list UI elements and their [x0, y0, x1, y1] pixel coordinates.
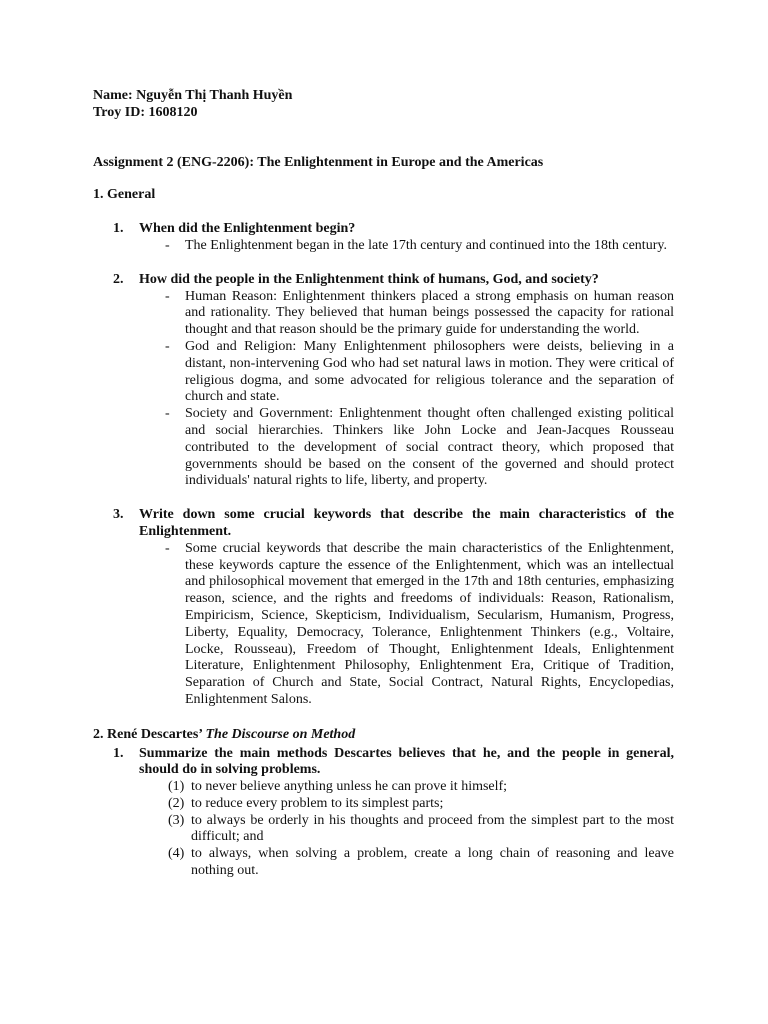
question-text: Summarize the main methods Descartes believes that he, and the people in general, should do in solving problems.	[139, 745, 674, 778]
answer-item	[165, 541, 674, 709]
method-step	[168, 813, 674, 847]
troy-id: Troy ID: 1608120	[93, 104, 198, 120]
step-number: (1)	[168, 779, 185, 795]
book-title: The Discourse on Method	[205, 726, 356, 742]
assignment-title: Assignment 2 (ENG-2206): The Enlightenment in Europe and the Americas	[93, 154, 544, 170]
answer-text: The Enlightenment began in the late 17th century and continued into the 18th century.	[185, 237, 667, 253]
question-text: Write down some crucial keywords that describe the main characteristics of the Enlightenment.	[139, 507, 674, 539]
step-number: (2)	[168, 795, 185, 811]
bullet-dash: -	[165, 338, 170, 354]
method-step	[168, 796, 674, 813]
answer-text: Society and Government: Enlightenment thought often challenged existing political and social hierarchies. Thinkers like John Locke and Jean-Jacques Rousseau contributed to the development of social contract theory, which proposed that governments should be based on the consent of the governed and should protect individuals' natural rights to life, liberty, and property.	[185, 406, 674, 489]
section-heading-prefix: 2. René Descartes’	[93, 726, 206, 742]
method-step	[168, 846, 674, 880]
answer-item	[165, 339, 674, 406]
question-number: 1.	[113, 221, 124, 237]
step-number: (4)	[168, 846, 185, 862]
bullet-dash: -	[165, 237, 170, 253]
question-number: 1.	[113, 745, 124, 761]
step-text: to always, when solving a problem, create a long chain of reasoning and leave nothing out.	[191, 846, 674, 879]
question-2	[113, 272, 674, 289]
document-body	[93, 88, 674, 880]
answer-text: God and Religion: Many Enlightenment philosophers were deists, believing in a distant, non-intervening God who had set natural laws in motion. They were critical of religious dogma, and some advocated for religious tolerance and the separation of church and state.	[185, 338, 674, 405]
answer-text: Human Reason: Enlightenment thinkers placed a strong emphasis on human reason and rationality. They believed that human beings possessed the capacity for rational thought and that reason should be the primary guide for understanding the world.	[185, 288, 674, 338]
step-text: to reduce every problem to its simplest parts;	[191, 795, 444, 811]
question-1	[113, 221, 674, 238]
answer-item	[165, 238, 674, 255]
answer-item	[165, 406, 674, 490]
question-text: How did the people in the Enlightenment think of humans, God, and society?	[139, 271, 599, 287]
answer-item	[165, 289, 674, 339]
answer-text: Some crucial keywords that describe the main characteristics of the Enlightenment, these keywords capture the essence of the Enlightenment, which was an intellectual and philosophical movement that emerged in the 17th and 18th centuries, emphasizing reason, science, and the rights and freedoms of individuals: Reason, Rationalism, Empiricism, Science, Skepticism, Individualism, Secularism, Humanism, Progress, Liberty, Equality, Democracy, Tolerance, Enlightenment Thinkers (e.g., Voltaire, Locke, Rousseau), Freedom of Thought, Enlightenment Ideals, Enlightenment Literature, Enlightenment Philosophy, Enlightenment Era, Critique of Tradition, Separation of Church and State, Social Contract, Natural Rights, Encyclopedias, Enlightenment Salons.	[185, 540, 674, 707]
question-text: When did the Enlightenment begin?	[139, 221, 356, 237]
section-heading-general: 1. General	[93, 187, 156, 203]
step-text: to never believe anything unless he can prove it himself;	[191, 779, 508, 795]
method-step	[168, 779, 674, 796]
bullet-dash: -	[165, 540, 170, 556]
question-descartes-1	[113, 746, 674, 780]
section-heading-descartes	[93, 727, 674, 744]
bullet-dash: -	[165, 406, 170, 422]
question-3	[113, 507, 674, 541]
step-number: (3)	[168, 812, 185, 828]
student-name: Name: Nguyễn Thị Thanh Huyền	[93, 88, 293, 103]
question-number: 3.	[113, 507, 124, 523]
step-text: to always be orderly in his thoughts and proceed from the simplest part to the most difficult; and	[191, 812, 674, 845]
bullet-dash: -	[165, 288, 170, 304]
question-number: 2.	[113, 271, 124, 287]
